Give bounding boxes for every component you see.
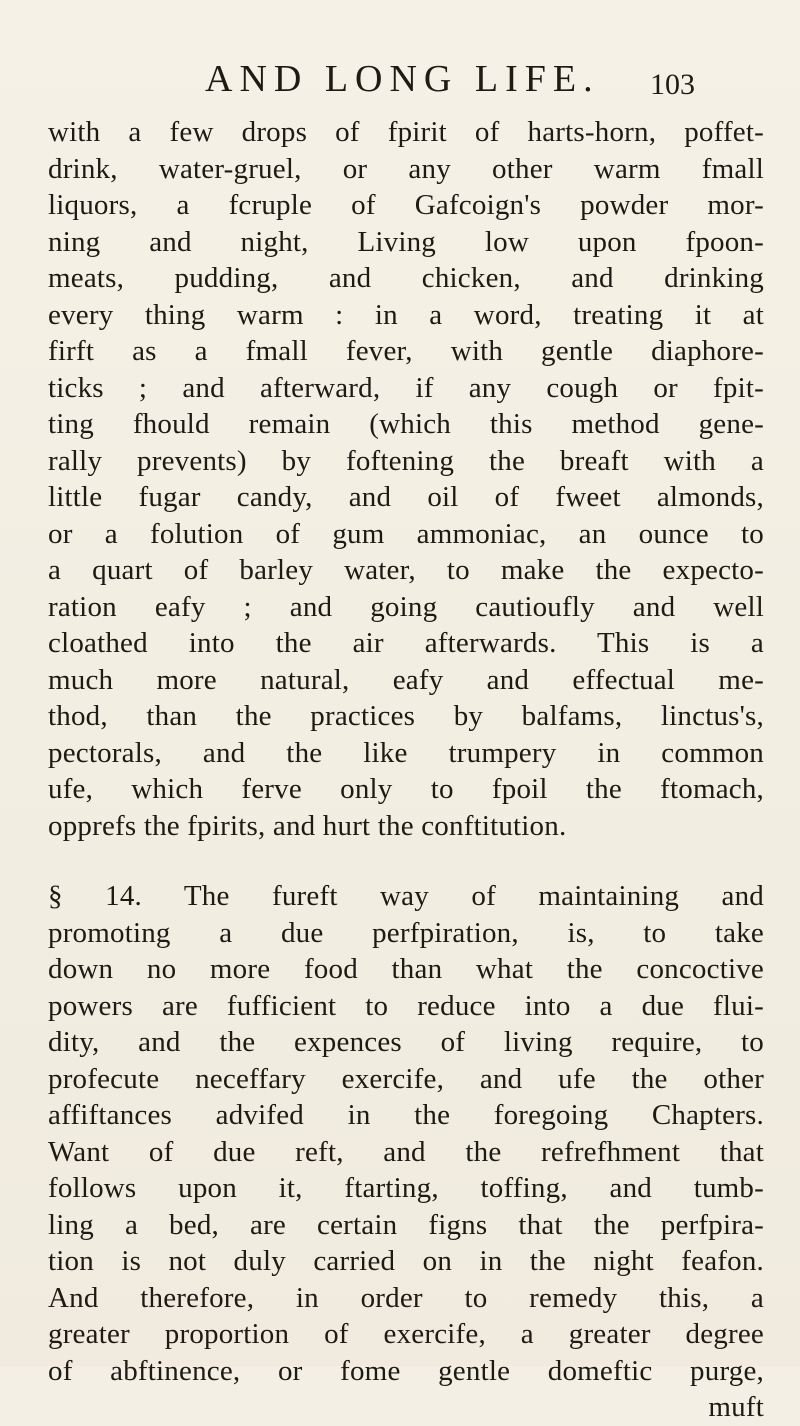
text-line: little fugar candy, and oil of fweet almonds,: [48, 481, 764, 513]
text-line: Want of due reft, and the refrefhment that: [48, 1135, 764, 1168]
text-line: promoting a due perfpiration, is, to take: [48, 916, 764, 949]
text-line: ning and night, Living low upon fpoon-: [48, 225, 764, 258]
text-line: rally prevents) by foftening the breaft with a: [48, 444, 764, 477]
text-line: ticks ; and afterward, if any cough or fpit-: [48, 371, 764, 404]
text-line: of abftinence, or fome gentle domeftic purge,: [48, 1354, 764, 1387]
text-line: tion is not duly carried on in the night feafon.: [48, 1245, 764, 1277]
text-line: with a few drops of fpirit of harts-horn, poffet-: [48, 116, 764, 148]
text-line: greater proportion of exercife, a greater degree: [48, 1318, 764, 1350]
paragraph-2: [48, 878, 764, 1426]
text-line: down no more food than what the concoctive: [48, 953, 764, 985]
text-line: drink, water-gruel, or any other warm fmall: [48, 152, 764, 185]
text-line: a quart of barley water, to make the expecto-: [48, 554, 764, 586]
text-line: § 14. The fureft way of maintaining and: [48, 880, 764, 912]
text-line: powers are fufficient to reduce into a due flui-: [48, 989, 764, 1022]
text-line: liquors, a fcruple of Gafcoign's powder mor-: [48, 189, 764, 221]
running-head: AND LONG LIFE.: [205, 58, 600, 100]
text-line: thod, than the practices by balfams, linctus's,: [48, 700, 764, 732]
text-line: opprefs the fpirits, and hurt the conftitution.: [48, 809, 567, 842]
text-line: or a folution of gum ammoniac, an ounce to: [48, 517, 764, 550]
text-line: profecute neceffary exercife, and ufe the other: [48, 1062, 764, 1095]
text-line: affiftances advifed in the foregoing Chapters.: [48, 1099, 764, 1131]
catchword: muft: [708, 1391, 764, 1423]
paragraph-gap: [48, 844, 764, 878]
text-line: ting fhould remain (which this method gene-: [48, 408, 764, 440]
text-line: ling a bed, are certain figns that the perfpira-: [48, 1208, 764, 1241]
text-line: cloathed into the air afterwards. This is a: [48, 627, 764, 659]
text-line: ration eafy ; and going cautioufly and well: [48, 590, 764, 623]
text-line: firft as a fmall fever, with gentle diaphore-: [48, 335, 764, 367]
text-line: every thing warm : in a word, treating it at: [48, 298, 764, 331]
paragraph-1: [48, 114, 764, 844]
text-line: follows upon it, ftarting, toffing, and tumb-: [48, 1172, 764, 1204]
text-line: And therefore, in order to remedy this, a: [48, 1281, 764, 1314]
body-text: [48, 114, 764, 1426]
text-line: ufe, which ferve only to fpoil the ftomach,: [48, 773, 764, 805]
page-header: [0, 54, 800, 104]
text-line: meats, pudding, and chicken, and drinking: [48, 262, 764, 294]
page-number: 103: [650, 68, 695, 101]
text-line: pectorals, and the like trumpery in common: [48, 736, 764, 769]
text-line: much more natural, eafy and effectual me-: [48, 663, 764, 696]
text-line: dity, and the expences of living require, to: [48, 1026, 764, 1058]
